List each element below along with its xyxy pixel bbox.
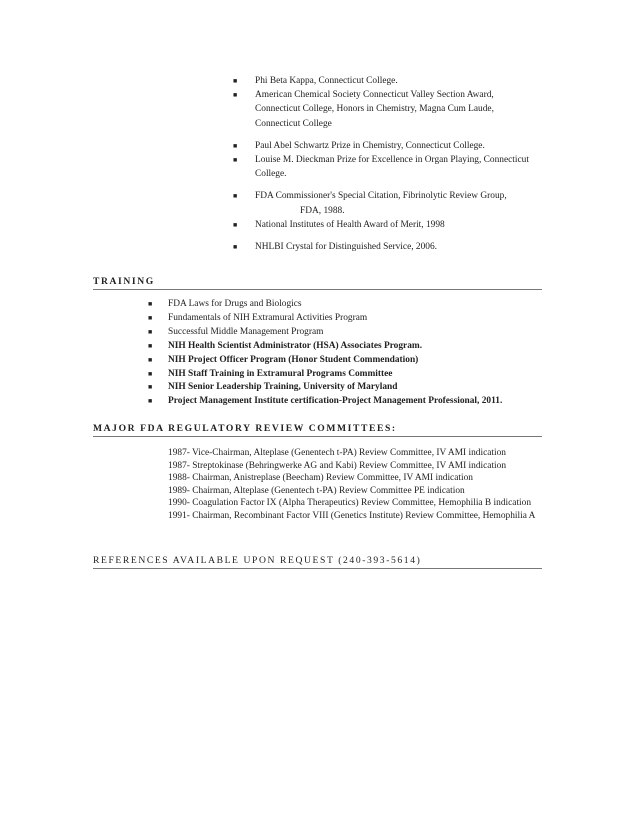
honor-item: ■ National Institutes of Health Award of Merit, 1998: [233, 218, 533, 232]
training-item: ■ NIH Health Scientist Administrator (HSA) Associates Program.: [148, 340, 542, 354]
committees-list: [168, 447, 542, 522]
references-section: [93, 555, 542, 569]
square-bullet-icon: ■: [233, 220, 238, 229]
training-item: ■ FDA Laws for Drugs and Biologics: [148, 298, 542, 312]
committee-item: 1990- Coagulation Factor IX (Alpha Therapeutics) Review Committee, Hemophilia B indication: [168, 498, 532, 508]
training-heading: TRAINING: [93, 276, 542, 290]
training-item: ■ NIH Staff Training in Extramural Programs Committee: [148, 368, 542, 382]
square-bullet-icon: ■: [148, 369, 153, 378]
square-bullet-icon: ■: [233, 156, 238, 165]
square-bullet-icon: ■: [148, 355, 153, 364]
honors-group: [233, 240, 533, 254]
honor-item: ■ FDA Commissioner's Special Citation, Fibrinolytic Review Group, FDA, 1988.: [233, 189, 533, 217]
honor-item: ■ NHLBI Crystal for Distinguished Service, 2006.: [233, 240, 533, 254]
training-list: [93, 298, 542, 409]
square-bullet-icon: ■: [148, 341, 153, 350]
honor-item: ■ Paul Abel Schwartz Prize in Chemistry, Connecticut College.: [233, 139, 533, 153]
training-item: ■ Project Management Institute certification-Project Management Professional, 2011.: [148, 395, 542, 409]
honors-group: [233, 74, 533, 131]
training-item: ■ NIH Senior Leadership Training, University of Maryland: [148, 381, 542, 395]
square-bullet-icon: ■: [148, 383, 153, 392]
square-bullet-icon: ■: [233, 141, 238, 150]
honor-item: ■ Phi Beta Kappa, Connecticut College.: [233, 74, 533, 88]
references-heading: REFERENCES AVAILABLE UPON REQUEST (240-393-5614): [93, 555, 542, 569]
square-bullet-icon: ■: [233, 192, 238, 201]
honors-group: [233, 189, 533, 232]
square-bullet-icon: ■: [148, 313, 153, 322]
training-item: ■ NIH Project Officer Program (Honor Student Commendation): [148, 354, 542, 368]
square-bullet-icon: ■: [233, 243, 238, 252]
square-bullet-icon: ■: [148, 397, 153, 406]
training-section: [93, 276, 542, 409]
honor-year: FDA, 1988.: [300, 205, 345, 216]
committee-item: 1989- Chairman, Alteplase (Genentech t-PA) Review Committee PE indication: [168, 485, 465, 496]
honors-list: [233, 74, 533, 262]
committee-item: 1987- Vice-Chairman, Alteplase (Genentech t-PA) Review Committee, IV AMI indication: [168, 448, 506, 458]
honor-item: ■ American Chemical Society Connecticut Valley Section Award, Connecticut College, Honors in Chemistry, Magna Cum Laude, Connecticut College: [233, 90, 494, 129]
committees-heading: MAJOR FDA REGULATORY REVIEW COMMITTEES:: [93, 423, 542, 437]
committee-item: 1987- Streptokinase (Behringwerke AG and Kabi) Review Committee, IV AMI indication: [168, 460, 507, 471]
square-bullet-icon: ■: [233, 77, 238, 85]
committee-item: 1988- Chairman, Anistreplase (Beecham) Review Committee, IV AMI indication: [168, 473, 473, 483]
committee-item: 1991- Chairman, Recombinant Factor VIII (Genetics Institute) Review Committee, Hemophilia A: [168, 510, 536, 521]
training-item: ■ Successful Middle Management Program: [148, 326, 542, 340]
square-bullet-icon: ■: [148, 327, 153, 336]
square-bullet-icon: ■: [148, 300, 153, 308]
honors-group: [233, 139, 533, 182]
square-bullet-icon: ■: [233, 91, 238, 100]
training-item: ■ Fundamentals of NIH Extramural Activities Program: [148, 312, 542, 326]
honor-item: ■ Louise M. Dieckman Prize for Excellence in Organ Playing, Connecticut College.: [233, 155, 529, 180]
committees-section: [93, 423, 542, 522]
